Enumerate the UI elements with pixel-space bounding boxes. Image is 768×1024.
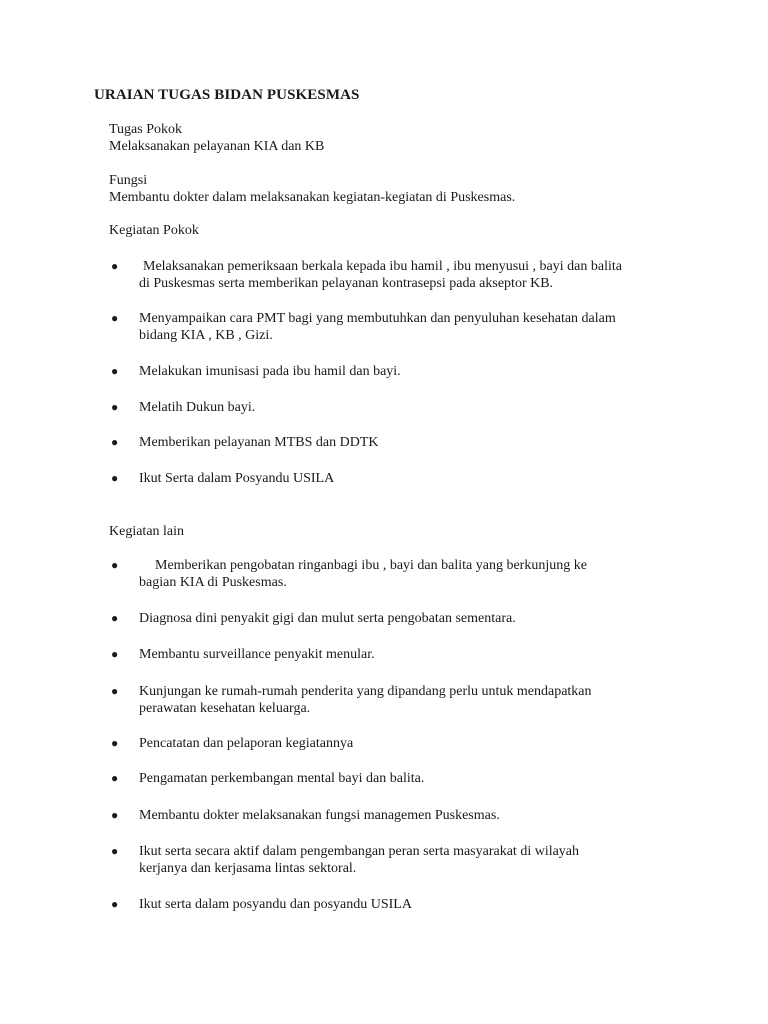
list-item-text: Kunjungan ke rumah-rumah penderita yang dipandang perlu untuk mendapatkan [139,684,592,699]
list-item-text: Melaksanakan pemeriksaan berkala kepada ibu hamil , ibu menyusui , bayi dan balita [143,259,622,274]
bullet-icon: ● [111,684,119,698]
list-item-text-continued: perawatan kesehatan keluarga. [139,701,311,716]
bullet-icon: ● [111,771,119,785]
list-item [111,470,691,487]
fungsi-heading: Fungsi [109,173,148,188]
bullet-icon: ● [111,808,119,822]
list-item-text-continued: bidang KIA , KB , Gizi. [139,328,273,343]
bullet-icon: ● [111,647,119,661]
bullet-icon: ● [111,400,119,414]
list-item [111,434,691,451]
fungsi-text: Membantu dokter dalam melaksanakan kegiatan-kegiatan di Puskesmas. [109,190,516,205]
bullet-icon: ● [111,435,119,449]
list-item-text: Membantu surveillance penyakit menular. [139,647,375,662]
list-item [111,770,691,787]
list-item-text: Memberikan pengobatan ringanbagi ibu , bayi dan balita yang berkunjung ke [155,558,587,573]
bullet-icon: ● [111,311,119,325]
tugas-pokok-heading: Tugas Pokok [109,122,183,137]
bullet-icon: ● [111,844,119,858]
list-item [111,610,691,627]
list-item [111,735,691,752]
list-item-text: Menyampaikan cara PMT bagi yang membutuhkan dan penyuluhan kesehatan dalam [139,311,616,326]
list-item-text: Ikut Serta dalam Posyandu USILA [139,471,335,486]
list-item-text: Ikut serta dalam posyandu dan posyandu USILA [139,897,412,912]
kegiatan-pokok-heading: Kegiatan Pokok [109,223,199,238]
document-title: URAIAN TUGAS BIDAN PUSKESMAS [94,87,360,103]
bullet-icon: ● [111,364,119,378]
list-item [111,363,691,380]
list-item [111,807,691,824]
list-item-text-continued: kerjanya dan kerjasama lintas sektoral. [139,861,357,876]
bullet-icon: ● [111,611,119,625]
list-item-text-continued: di Puskesmas serta memberikan pelayanan kontrasepsi pada akseptor KB. [139,276,554,291]
tugas-pokok-text: Melaksanakan pelayanan KIA dan KB [109,139,325,154]
bullet-icon: ● [111,259,119,273]
list-item [111,646,691,663]
list-item-text: Melakukan imunisasi pada ibu hamil dan bayi. [139,364,401,379]
bullet-icon: ● [111,736,119,750]
list-item [111,399,691,416]
list-item-text: Ikut serta secara aktif dalam pengembangan peran serta masyarakat di wilayah [139,844,580,859]
list-item-text: Membantu dokter melaksanakan fungsi managemen Puskesmas. [139,808,500,823]
list-item-text-continued: bagian KIA di Puskesmas. [139,575,287,590]
bullet-icon: ● [111,558,119,572]
bullet-icon: ● [111,897,119,911]
list-item-text: Melatih Dukun bayi. [139,400,256,415]
list-item [111,557,691,591]
list-item-text: Diagnosa dini penyakit gigi dan mulut serta pengobatan sementara. [139,611,516,626]
list-item-text: Pengamatan perkembangan mental bayi dan balita. [139,771,425,786]
list-item [111,896,691,913]
list-item [111,843,691,877]
list-item [111,310,691,344]
list-item-text: Memberikan pelayanan MTBS dan DDTK [139,435,379,450]
bullet-icon: ● [111,471,119,485]
list-item [111,258,691,292]
kegiatan-lain-heading: Kegiatan lain [109,524,185,539]
list-item [111,683,691,717]
list-item-text: Pencatatan dan pelaporan kegiatannya [139,736,354,751]
